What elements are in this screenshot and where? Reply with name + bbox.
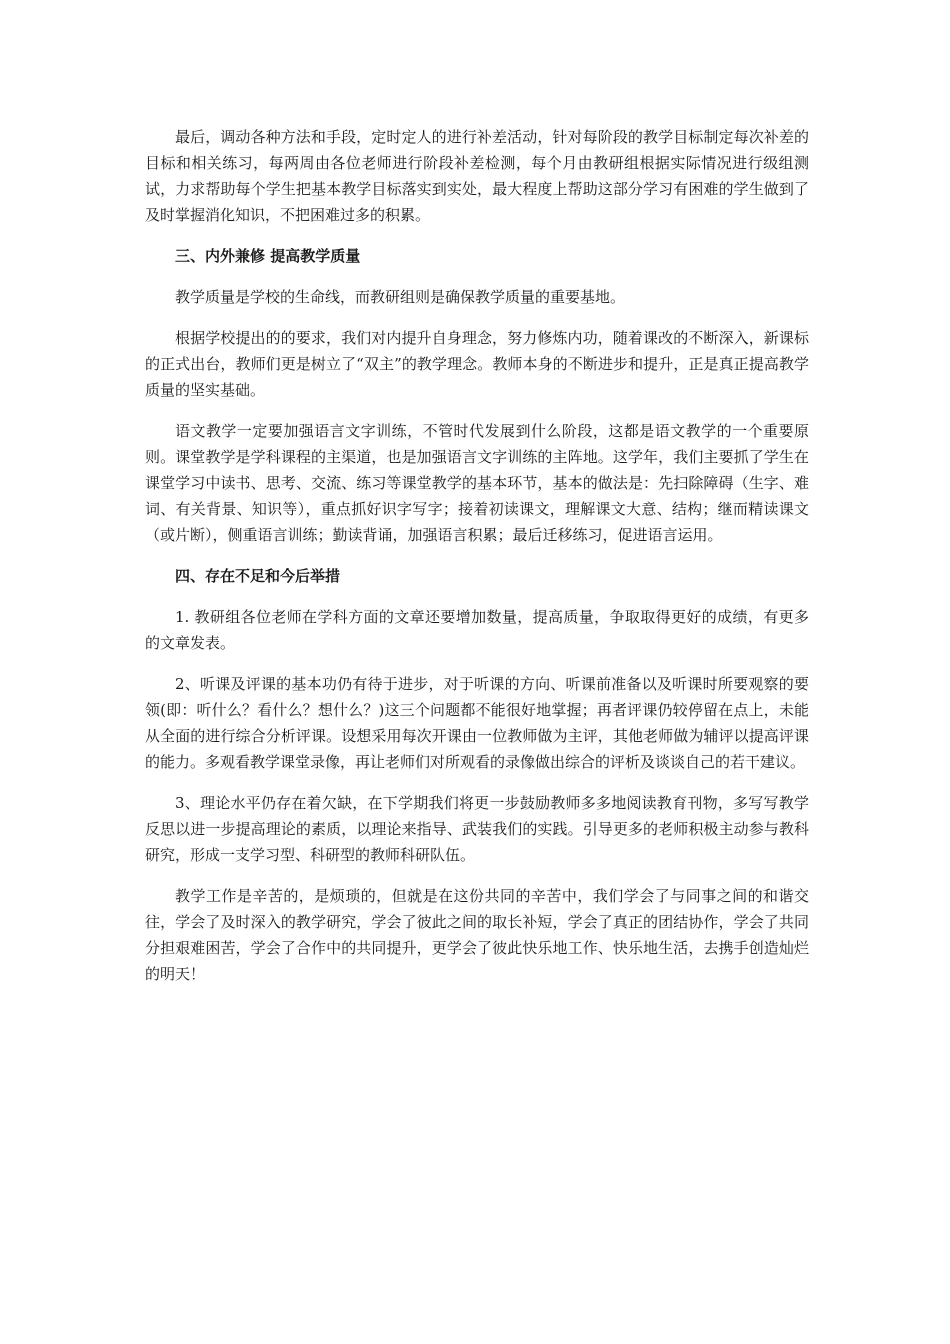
paragraph-teaching-concept: 根据学校提出的的要求，我们对内提升自身理念，努力修炼内功，随着课改的不断深入，新课标的正式出台，教师们更是树立了“双主”的教学理念。教师本身的不断进步和提升，正是真正提高教学质量的坚实基础。 (145, 329, 809, 399)
document-body (145, 124, 809, 1002)
section-heading-3: 三、内外兼修 提高教学质量 (175, 247, 361, 265)
paragraph-conclusion: 教学工作是辛苦的，是烦琐的，但就是在这份共同的辛苦中，我们学会了与同事之间的和谐交往，学会了及时深入的教学研究，学会了彼此之间的取长补短，学会了真正的团结协作，学会了共同分担艰难困苦，学会了合作中的共同提升，更学会了彼此快乐地工作、快乐地生活，去携手创造灿烂的明天！ (145, 887, 809, 983)
paragraph-remedial-activities: 最后，调动各种方法和手段，定时定人的进行补差活动，针对每阶段的教学目标制定每次补差的目标和相关练习，每两周由各位老师进行阶段补差检测，每个月由教研组根据实际情况进行级组测试，力求帮助每个学生把基本教学目标落实到实处，最大程度上帮助这部分学习有困难的学生做到了及时掌握消化知识，不把困难过多的积累。 (145, 128, 809, 224)
paragraph-language-training: 语文教学一定要加强语言文字训练，不管时代发展到什么阶段，这都是语文教学的一个重要原则。课堂教学是学科课程的主渠道，也是加强语言文字训练的主阵地。这学年，我们主要抓了学生在课堂学习中读书、思考、交流、练习等课堂教学的基本环节，基本的做法是：先扫除障碍（生字、难词、有关背景、知识等），重点抓好识字写字；接着初读课文，理解课文大意、结构；继而精读课文（或片断），侧重语言训练；勤读背诵，加强语言积累；最后迁移练习，促进语言运用。 (145, 422, 809, 544)
paragraph-item-3: 3、理论水平仍存在着欠缺，在下学期我们将更一步鼓励教师多多地阅读教育刊物，多写写教学反思以进一步提高理论的素质，以理论来指导、武装我们的实践。引导更多的老师积极主动参与教科研究，形成一支学习型、科研型的教师科研队伍。 (145, 794, 809, 864)
paragraph-item-1: 1. 教研组各位老师在学科方面的文章还要增加数量，提高质量，争取取得更好的成绩，有更多的文章发表。 (145, 608, 809, 652)
section-heading-4: 四、存在不足和今后举措 (175, 567, 341, 585)
paragraph-teaching-quality: 教学质量是学校的生命线，而教研组则是确保教学质量的重要基地。 (175, 288, 626, 306)
paragraph-item-2: 2、听课及评课的基本功仍有待于进步，对于听课的方向、听课前准备以及听课时所要观察的要领(即：听什么？看什么？想什么？)这三个问题都不能很好地掌握；再者评课仍较停留在点上，未能从全面的进行综合分析评课。设想采用每次开课由一位教师做为主评，其他老师做为辅评以提高评课的能力。多观看教学课堂录像，再让老师们对所观看的录像做出综合的评析及谈谈自己的若干建议。 (145, 675, 809, 771)
